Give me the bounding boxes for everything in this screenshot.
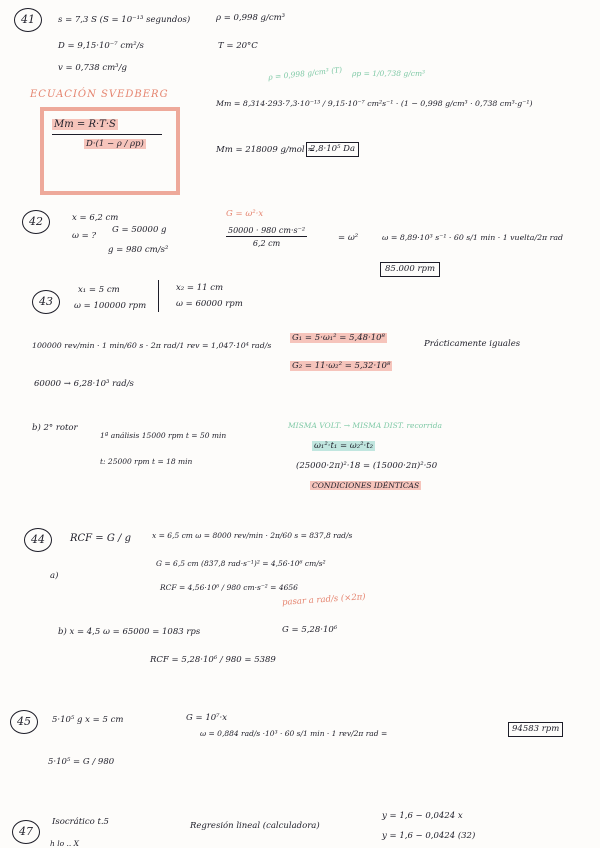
- w-calc: ω = 8,89·10³ s⁻¹ · 60 s/1 min · 1 vuelta/2π rad: [382, 233, 564, 242]
- g-44b: G = 5,28·10⁶: [282, 625, 338, 635]
- svedberg-title: ECUACIÓN SVEDBERG: [30, 89, 169, 100]
- eq-fraction-bar: [52, 134, 162, 135]
- given-D: D = 9,15·10⁻⁷ cm²/s: [58, 41, 144, 51]
- eq-substituted: (25000·2π)²·18 = (15000·2π)²·50: [296, 461, 438, 471]
- given-x: x = 6,2 cm: [72, 213, 119, 223]
- p45-line2: G = 10⁷·x: [186, 713, 228, 723]
- eq-numerator: Mm = R·T·S: [54, 119, 116, 130]
- eq-denominator: D·(1 − ρ / ρp): [86, 139, 144, 149]
- p47-line2: Regresión lineal (calculadora): [190, 821, 320, 831]
- rcf-44b: RCF = 5,28·10⁶ / 980 = 5389: [150, 655, 276, 665]
- given-s: s = 7,3 S (S = 10⁻¹³ segundos): [58, 15, 191, 25]
- given-g: g = 980 cm/s²: [108, 245, 169, 255]
- w-result-box: 85.000 rpm: [380, 262, 440, 277]
- given-w2: ω = 60000 rpm: [176, 299, 243, 309]
- problem-number-41: 41: [14, 8, 42, 32]
- given-w: ω = ?: [72, 231, 97, 241]
- problem-number-44: 44: [24, 528, 52, 552]
- part-b-44: b) x = 4,5 ω = 65000 = 1083 rps: [58, 627, 201, 637]
- a-line3: RCF = 4,56·10⁶ / 980 cm·s⁻² = 4656: [160, 583, 298, 592]
- conclusion: CONDICIONES IDÉNTICAS: [312, 481, 420, 490]
- p45-line4: 5·10⁵ = G / 980: [48, 757, 115, 767]
- rcf-formula: RCF = G / g: [70, 533, 131, 544]
- conv-2: 60000 → 6,28·10³ rad/s: [34, 379, 134, 389]
- mm-result: Mm = 218009 g/mol ≈: [216, 145, 315, 155]
- g-fraction: $\frac{\text{50000 · 980 cm·s⁻²}}{6,2 cm}$: [228, 226, 306, 248]
- note-rhop: ρp = 1/0,738 g/cm³: [352, 69, 426, 78]
- p45-line3: ω = 0,884 rad/s ·10³ · 60 s/1 min · 1 rev/2π rad =: [200, 729, 388, 738]
- eq-w-t: ω₁²·t₁ = ω₂²·t₂: [314, 441, 374, 451]
- given-G: G = 50000 g: [112, 225, 167, 235]
- a-line2: G = 6,5 cm (837,8 rad·s⁻¹)² = 4,56·10⁶ cm/s²: [156, 559, 326, 568]
- formula-G: G = ω²·x: [226, 209, 264, 219]
- given-x2: x₂ = 11 cm: [176, 283, 224, 293]
- p45-line1: 5·10⁵ g x = 5 cm: [52, 715, 124, 725]
- problem-number-43: 43: [32, 290, 60, 314]
- part-b-label: b) 2° rotor: [32, 423, 78, 433]
- conv-1: 100000 rev/min · 1 min/60 s · 2π rad/1 rev = 1,047·10⁴ rad/s: [32, 341, 272, 350]
- note-pasar: pasar a rad/s (×2π): [281, 592, 366, 608]
- p47-line4: y = 1,6 − 0,0424 (32): [382, 831, 476, 841]
- given-v: v = 0,738 cm³/g: [58, 63, 127, 73]
- given-T: T = 20°C: [218, 41, 258, 51]
- p47-line1: Isocrático t.5: [52, 817, 109, 827]
- g2-calc: G₂ = 11·ω₂² = 5,32·10⁸: [292, 361, 391, 371]
- problem-number-45: 45: [10, 710, 38, 734]
- problem-number-47: 47: [12, 820, 40, 844]
- part-b-line1: 1ª análisis 15000 rpm t = 50 min: [100, 431, 227, 440]
- g-eq-tail: = ω²: [338, 233, 359, 243]
- g1-calc: G₁ = 5·ω₁² = 5,48·10⁸: [292, 333, 385, 343]
- comment-iguales: Prácticamente iguales: [424, 339, 521, 349]
- p45-result-box: 94583 rpm: [508, 722, 563, 737]
- a-line1: x = 6,5 cm ω = 8000 rev/min · 2π/60 s = 837,8 rad/s: [152, 531, 353, 540]
- part-b-line2: t: 25000 rpm t = 18 min: [100, 457, 193, 466]
- mm-calc: Mm = 8,314·293·7,3·10⁻¹³ / 9,15·10⁻⁷ cm²s⁻¹ · (1 − 0,998 g/cm³ · 0,738 cm³·g⁻¹): [216, 99, 533, 108]
- part-a-label: a): [50, 571, 59, 581]
- p47-line5: h lo .. X: [50, 839, 80, 848]
- mm-result-box: 2,8·10⁵ Da: [306, 142, 359, 157]
- given-w1: ω = 100000 rpm: [74, 301, 147, 311]
- divider-43: [158, 280, 159, 312]
- same-distance: MISMA VOLT. → MISMA DIST. recorrida: [288, 421, 443, 430]
- given-x1: x₁ = 5 cm: [78, 285, 120, 295]
- given-rho: ρ = 0,998 g/cm³: [216, 13, 286, 23]
- p47-line3: y = 1,6 − 0,0424 x: [382, 811, 463, 821]
- note-rho: ρ = 0,998 g/cm³ (T): [267, 65, 343, 82]
- problem-number-42: 42: [22, 210, 50, 234]
